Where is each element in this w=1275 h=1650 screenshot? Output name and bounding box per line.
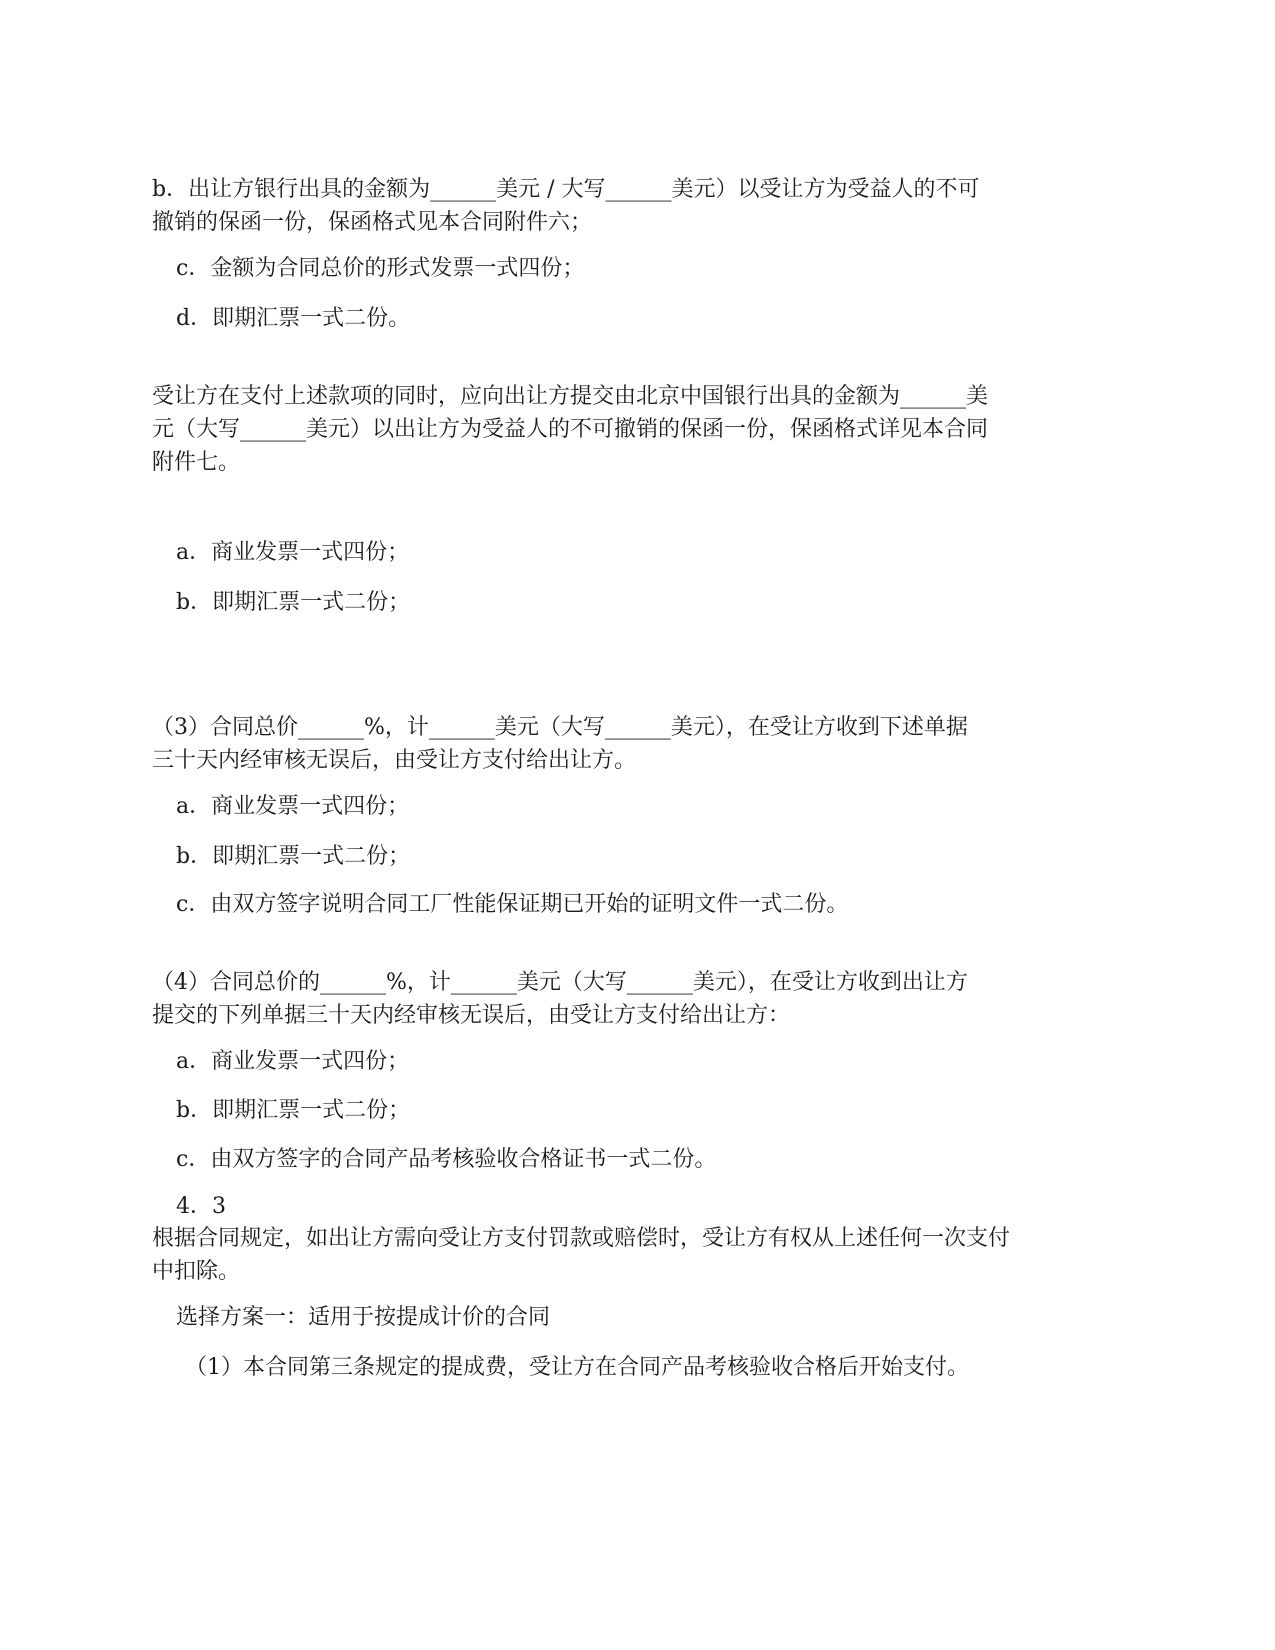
- text-line: 附件七。: [152, 450, 241, 475]
- list-item-commercial-invoice: a．商业发票一式四份；: [176, 540, 410, 565]
- section-number: 4．3: [176, 1194, 226, 1219]
- paragraph-guarantee-letter: [152, 173, 1132, 239]
- list-item-commercial-invoice: a．商业发票一式四份；: [176, 794, 410, 819]
- text-line: 受让方在支付上述款项的同时，应向出让方提交由北京中国银行出具的金额为______美: [152, 384, 989, 409]
- text-line: （4）合同总价的______%，计______美元（大写______美元），在受让方收到出让方: [152, 970, 968, 995]
- text-line: 中扣除。: [152, 1259, 241, 1284]
- list-item-proforma-invoice: c．金额为合同总价的形式发票一式四份；: [176, 256, 585, 281]
- text-line: 提交的下列单据三十天内经审核无误后，由受让方支付给出让方：: [152, 1003, 791, 1028]
- text-line: （3）合同总价______%，计______美元（大写______美元），在受让方收到下述单据: [152, 715, 968, 740]
- list-item-sight-draft: b．即期汇票一式二份；: [176, 590, 411, 615]
- text-line: 三十天内经审核无误后，由受让方支付给出让方。: [152, 748, 637, 773]
- paragraph-royalty: （1）本合同第三条规定的提成费，受让方在合同产品考核验收合格后开始支付。: [185, 1355, 969, 1380]
- list-item-sight-draft: b．即期汇票一式二份；: [176, 1098, 411, 1123]
- list-item-performance-certificate: c．由双方签字说明合同工厂性能保证期已开始的证明文件一式二份。: [176, 892, 849, 917]
- list-item-commercial-invoice: a．商业发票一式四份；: [176, 1049, 410, 1074]
- text-line: 根据合同规定，如出让方需向受让方支付罚款或赔偿时，受让方有权从上述任何一次支付: [152, 1226, 1011, 1251]
- list-item-sight-draft: b．即期汇票一式二份；: [176, 844, 411, 869]
- text-line: b．出让方银行出具的金额为______美元 / 大写______美元）以受让方为受益人的不可: [152, 177, 980, 202]
- paragraph-clause-3: [152, 711, 1132, 777]
- text-line: 元（大写______美元）以出让方为受益人的不可撤销的保函一份，保函格式详见本合同: [152, 417, 989, 442]
- list-item-acceptance-certificate: c．由双方签字的合同产品考核验收合格证书一式二份。: [176, 1147, 717, 1172]
- list-item-sight-draft: d．即期汇票一式二份。: [176, 306, 411, 331]
- text-line: 撤销的保函一份，保函格式见本合同附件六；: [152, 210, 593, 235]
- paragraph-deduction: [152, 1222, 1132, 1288]
- paragraph-bank-guarantee: [152, 380, 1132, 479]
- paragraph-clause-4: [152, 966, 1132, 1032]
- option-heading: 选择方案一：适用于按提成计价的合同: [176, 1305, 551, 1330]
